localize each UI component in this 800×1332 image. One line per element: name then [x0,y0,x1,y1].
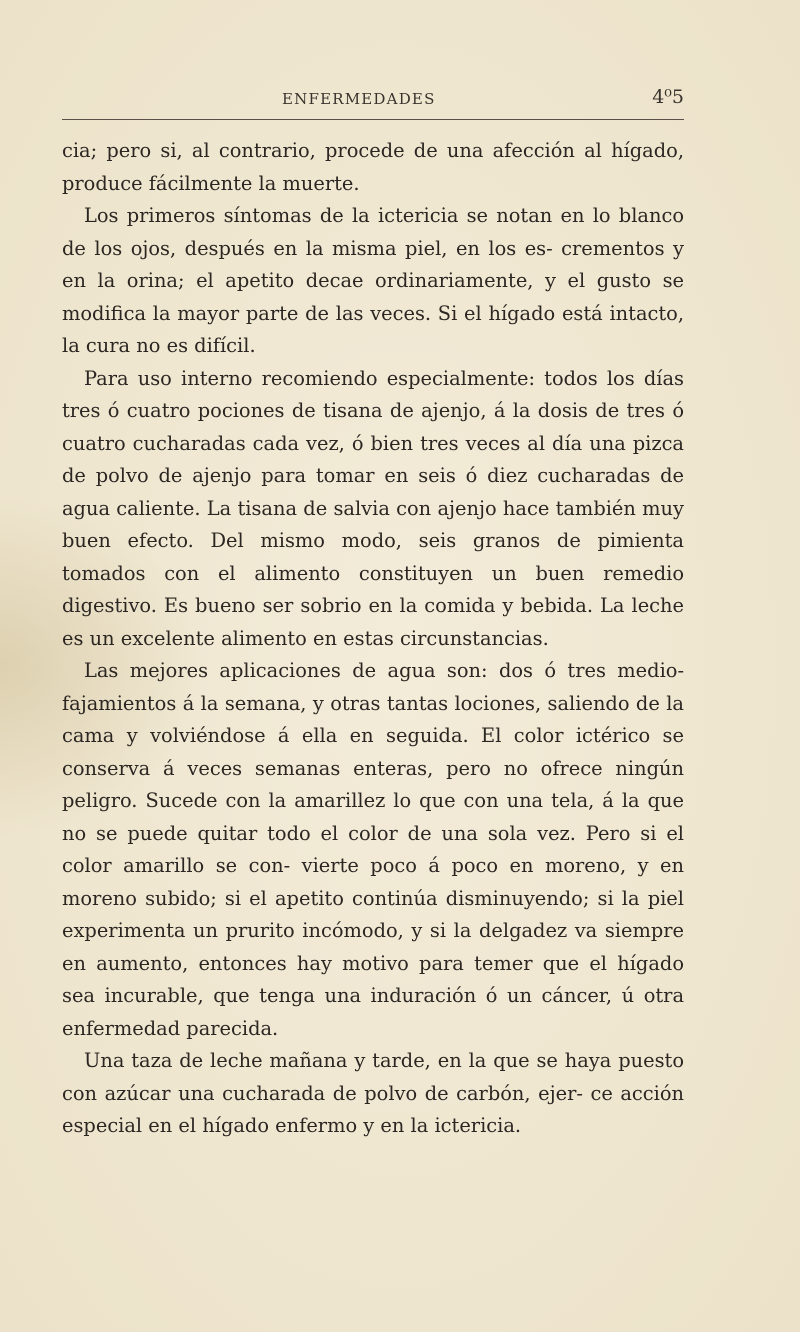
page-header [62,84,684,118]
page-number: 4⁰5 [652,86,684,108]
paragraph-milk-remedy: Una taza de leche mañana y tarde, en la que se haya puesto con azúcar una cucharada de polvo de carbón, ejer- ce acción especial en el hígado enfermo y en la ictericia. [62,1049,684,1137]
paragraph-water-applications: Las mejores aplicaciones de agua son: dos ó tres medio-fajamientos á la semana, y otras tantas lociones, saliendo de la cama y volviéndose á ella en seguida. El color ictérico se conserva á veces semanas enteras, pero no ofrece ningún peligro. Sucede con la amarillez lo que con una tela, á la que no se puede quitar todo el color de una sola vez. Pero si el color amarillo se con- vierte poco á poco en moreno, y en moreno subido; si el apetito continúa disminuyendo; si la piel experimenta un prurito incómodo, y si la delgadez va siempre en aumento, entonces hay motivo para temer que el hígado sea incurable, que tenga una induración ó un cáncer, ú otra enfermedad parecida. [62,659,684,1040]
paragraph-internal-use: Para uso interno recomiendo especialmente: todos los días tres ó cuatro pociones de tisana de ajenjo, á la dosis de tres ó cuatro cucharadas cada vez, ó bien tres veces al día una pizca de polvo de ajenjo para tomar en seis ó diez cucharadas de agua caliente. La tisana de salvia con ajenjo hace también muy buen efecto. Del mismo modo, seis granos de pimienta tomados con el alimento constituyen un buen remedio digestivo. Es bueno ser sobrio en la comida y bebida. La leche es un excelente alimento en estas circunstancias. [62,366,684,650]
paragraph-continuation: cia; pero si, al contrario, procede de una afección al hígado, produce fácilmente la muerte. [62,139,684,195]
body-text [62,135,684,1143]
header-rule [62,119,684,120]
paragraph-symptoms: Los primeros síntomas de la ictericia se notan en lo blanco de los ojos, después en la misma piel, en los es- crementos y en la orina; el apetito decae ordinariamente, y el gusto se modifica la mayor parte de las veces. Si el hígado está intacto, la cura no es difícil. [62,204,684,357]
running-title: ENFERMEDADES [282,90,436,108]
